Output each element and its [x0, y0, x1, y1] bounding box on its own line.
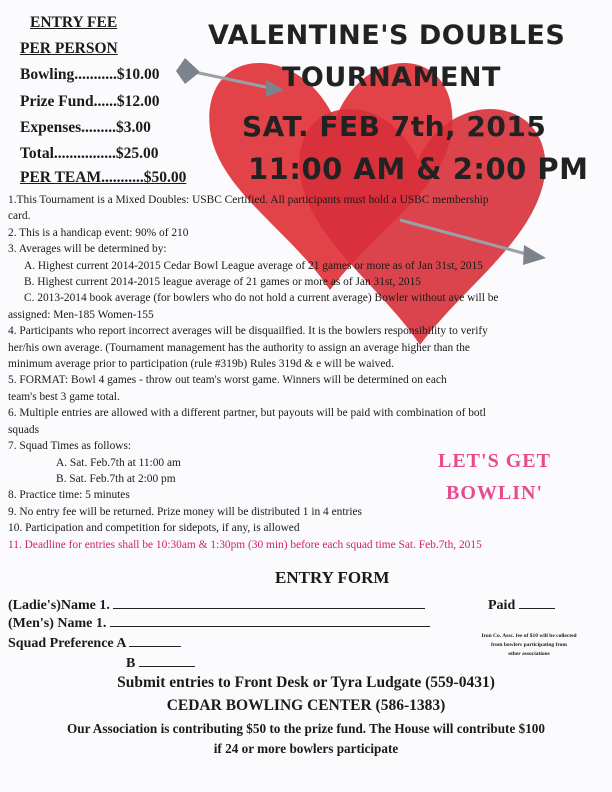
rule-line: 4. Participants who report incorrect averages will be disquailfied. It is the bowlers responsibility to verify [8, 325, 488, 338]
squad-a-field[interactable] [129, 632, 181, 647]
squad-b-row [126, 652, 195, 672]
paid-label: Paid [488, 598, 516, 613]
rule-line: 6. Multiple entries are allowed with a different partner, but payouts will be paid with combination of botl [8, 407, 486, 420]
fee-row-per-team: PER TEAM...........$50.00 [20, 169, 187, 186]
squad-b-label: B [126, 656, 136, 671]
title-date: SAT. FEB 7th, 2015 [242, 110, 547, 143]
mens-name-label: (Men's) Name 1. [8, 616, 107, 631]
ladies-name-field[interactable] [113, 594, 425, 609]
rule-line: A. Highest current 2014-2015 Cedar Bowl League average of 21 games or more as of Jan 31st, 2015 [24, 259, 483, 272]
bowlin-line-1: LET'S GET [438, 450, 551, 472]
title-line-1: VALENTINE'S DOUBLES [208, 20, 566, 51]
rule-line: B. Sat. Feb.7th at 2:00 pm [56, 472, 176, 485]
bowling-center: CEDAR BOWLING CENTER (586-1383) [166, 697, 446, 714]
paid-row [488, 594, 555, 614]
fee-row-prize-fund: Prize Fund......$12.00 [20, 93, 160, 110]
title-times: 11:00 AM & 2:00 PM [248, 152, 589, 186]
mens-name-field[interactable] [110, 612, 430, 627]
mens-name-row [8, 612, 430, 632]
fee-row-total: Total................$25.00 [20, 145, 159, 162]
squad-b-field[interactable] [139, 652, 195, 667]
rule-line: 2. This is a handicap event: 90% of 210 [8, 226, 189, 239]
rule-line: A. Sat. Feb.7th at 11:00 am [56, 456, 181, 469]
contribution-line-2: if 24 or more bowlers participate [213, 741, 399, 756]
title-line-2: TOURNAMENT [282, 62, 501, 93]
fee-row-expenses: Expenses.........$3.00 [20, 119, 151, 136]
rule-line: C. 2013-2014 book average (for bowlers who do not hold a current average) Bowler without ave will be [24, 292, 499, 305]
rule-line: assigned: Men-185 Women-155 [8, 308, 154, 321]
entry-fee-subtitle: PER PERSON [20, 40, 118, 57]
entry-fee-title: ENTRY FEE [30, 14, 118, 31]
submit-entries: Submit entries to Front Desk or Tyra Ludgate (559-0431) [117, 674, 495, 691]
squad-pref-label: Squad Preference A [8, 636, 126, 651]
bowlin-line-2: BOWLIN' [446, 482, 544, 504]
contribution-line-1: Our Association is contributing $50 to the prize fund. The House will contribute $100 [67, 721, 545, 736]
ladies-name-label: (Ladie's)Name 1. [8, 598, 110, 613]
rule-line: card. [8, 210, 31, 223]
rule-line: team's best 3 game total. [8, 390, 120, 403]
rule-line: 10. Participation and competition for sidepots, if any, is allowed [8, 522, 300, 535]
paid-field[interactable] [519, 594, 555, 609]
rule-line: B. Highest current 2014-2015 league average of 21 games or more as of Jan 31st, 2015 [24, 276, 421, 289]
iron-county-note: Iron Co. Assc. fee of $10 will be collected from bowlers participating from other associations [481, 633, 577, 657]
squad-pref-row [8, 632, 181, 652]
rule-line: 1.This Tournament is a Mixed Doubles: USBC Certified. All participants must hold a USBC membership [8, 194, 489, 206]
rule-line-deadline: 11. Deadline for entries shall be 10:30am & 1:30pm (30 min) before each squad time Sat. Feb.7th, 2015 [8, 538, 482, 551]
rule-line: 3. Averages will be determined by: [8, 243, 167, 256]
rule-line: 5. FORMAT: Bowl 4 games - throw out team's worst game. Winners will be determined on each [8, 374, 447, 387]
rule-line: minimum average prior to participation (rule #319b) Rules 319d & e will be waived. [8, 358, 394, 371]
ladies-name-row [8, 594, 425, 614]
rule-line: squads [8, 423, 40, 436]
rule-line: 7. Squad Times as follows: [8, 440, 132, 453]
rule-line: 9. No entry fee will be returned. Prize money will be distributed 1 in 4 entries [8, 505, 362, 518]
entry-form-title: ENTRY FORM [275, 568, 390, 587]
fee-row-bowling: Bowling...........$10.00 [20, 66, 160, 83]
rule-line: 8. Practice time: 5 minutes [8, 489, 130, 502]
rule-line: her/his own average. (Tournament management has the authority to assign an average higher than the [8, 341, 470, 354]
